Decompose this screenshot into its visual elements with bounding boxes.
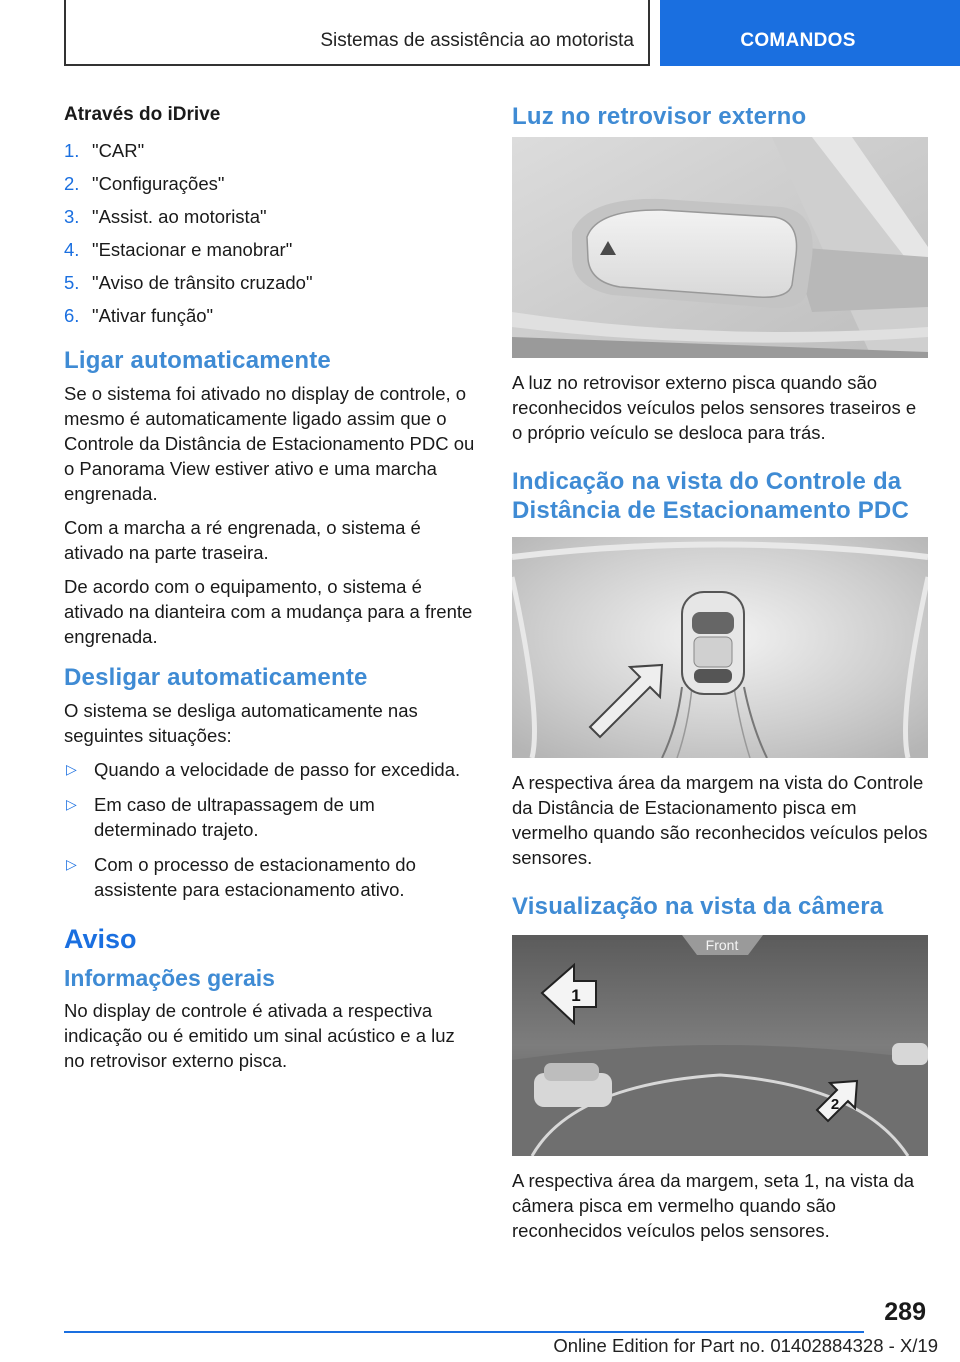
step-number: 6. <box>64 305 80 326</box>
step-item <box>64 233 476 266</box>
step-text: "Estacionar e manobrar" <box>92 239 293 260</box>
step-text: "Aviso de trânsito cruzado" <box>92 272 313 293</box>
auto-on-paragraph-2: Com a marcha a ré engrenada, o sistema é ativado na parte traseira. <box>64 517 421 563</box>
pdc-caption: A respectiva área da margem na vista do Controle da Distância de Estacionamento pisca em vermelho quando são reconhecidos veículos pelos sensores. <box>512 772 928 868</box>
camera-front-label: Front <box>705 937 739 953</box>
idrive-steps <box>64 134 476 332</box>
step-number: 2. <box>64 173 80 194</box>
header-section-title: Sistemas de assistência ao motorista <box>320 30 634 51</box>
header-chapter-tab[interactable] <box>660 0 960 66</box>
camera-heading: Visualização na vista da câmera <box>512 893 884 920</box>
step-text: "Configurações" <box>92 173 225 194</box>
list-item <box>64 852 476 902</box>
step-item <box>64 200 476 233</box>
step-number: 5. <box>64 272 80 293</box>
auto-off-paragraph: O sistema se desliga automaticamente nas seguintes situações: <box>64 700 418 746</box>
step-item <box>64 299 476 332</box>
mirror-caption: A luz no retrovisor externo pisca quando são reconhecidos veículos pelos sensores traseiros e o próprio veículo se desloca para trás. <box>512 372 917 443</box>
arrow-2-label: 2 <box>830 1096 840 1113</box>
mirror-heading: Luz no retrovisor externo <box>512 103 807 130</box>
auto-off-list <box>64 757 476 902</box>
step-item <box>64 167 476 200</box>
footer-edition: Online Edition for Part no. 01402884328 - X/19 <box>553 1335 938 1356</box>
general-info-paragraph: No display de controle é ativada a respectiva indicação ou é emitido um sinal acústico e a luz no retrovisor externo pisca. <box>64 1000 455 1071</box>
step-text: "Ativar função" <box>92 305 214 326</box>
list-item-text: Quando a velocidade de passo for excedida. <box>94 759 461 780</box>
pdc-illustration <box>512 537 928 758</box>
bullet-triangle-icon: ▷ <box>66 761 77 777</box>
step-number: 4. <box>64 239 80 260</box>
footer-rule <box>64 1331 864 1333</box>
step-text: "Assist. ao motorista" <box>92 206 267 227</box>
step-item <box>64 134 476 167</box>
list-item <box>64 757 476 782</box>
auto-off-heading: Desligar automaticamente <box>64 664 368 691</box>
auto-on-paragraph-1: Se o sistema foi ativado no display de controle, o mesmo é automaticamente ligado assim que o Controle da Distância de Estacionamento PDC ou o Panorama View estiver ativo e uma marcha engrenada. <box>64 383 475 504</box>
warning-heading: Aviso <box>64 924 137 954</box>
camera-caption: A respectiva área da margem, seta 1, na vista da câmera pisca em vermelho quando são reconhecidos veículos pelos sensores. <box>512 1170 915 1241</box>
step-number: 3. <box>64 206 80 227</box>
right-column <box>512 100 928 1257</box>
bullet-triangle-icon: ▷ <box>66 856 77 872</box>
list-item <box>64 792 476 842</box>
pdc-heading: Indicação na vista do Controle da Distância de Estacionamento PDC <box>512 468 909 524</box>
auto-on-paragraph-3: De acordo com o equipamento, o sistema é ativado na dianteira com a mudança para a frente engrenada. <box>64 576 473 647</box>
step-item <box>64 266 476 299</box>
step-text: "CAR" <box>92 140 145 161</box>
bullet-triangle-icon: ▷ <box>66 796 77 812</box>
list-item-text: Com o processo de estacionamento do assistente para estacionamento ativo. <box>94 854 416 900</box>
arrow-1-label: 1 <box>571 986 581 1005</box>
mirror-illustration <box>512 137 928 358</box>
step-number: 1. <box>64 140 80 161</box>
auto-on-heading: Ligar automaticamente <box>64 347 331 374</box>
general-info-heading: Informações gerais <box>64 965 275 991</box>
left-column <box>64 100 476 1082</box>
header-chapter-title: COMANDOS <box>740 30 856 51</box>
list-item-text: Em caso de ultrapassagem de um determinado trajeto. <box>94 794 375 840</box>
camera-car-right <box>892 1043 928 1065</box>
page-number: 289 <box>884 1298 926 1326</box>
header-section-box <box>64 0 650 66</box>
idrive-heading: Através do iDrive <box>64 104 221 125</box>
camera-illustration <box>512 935 928 1156</box>
